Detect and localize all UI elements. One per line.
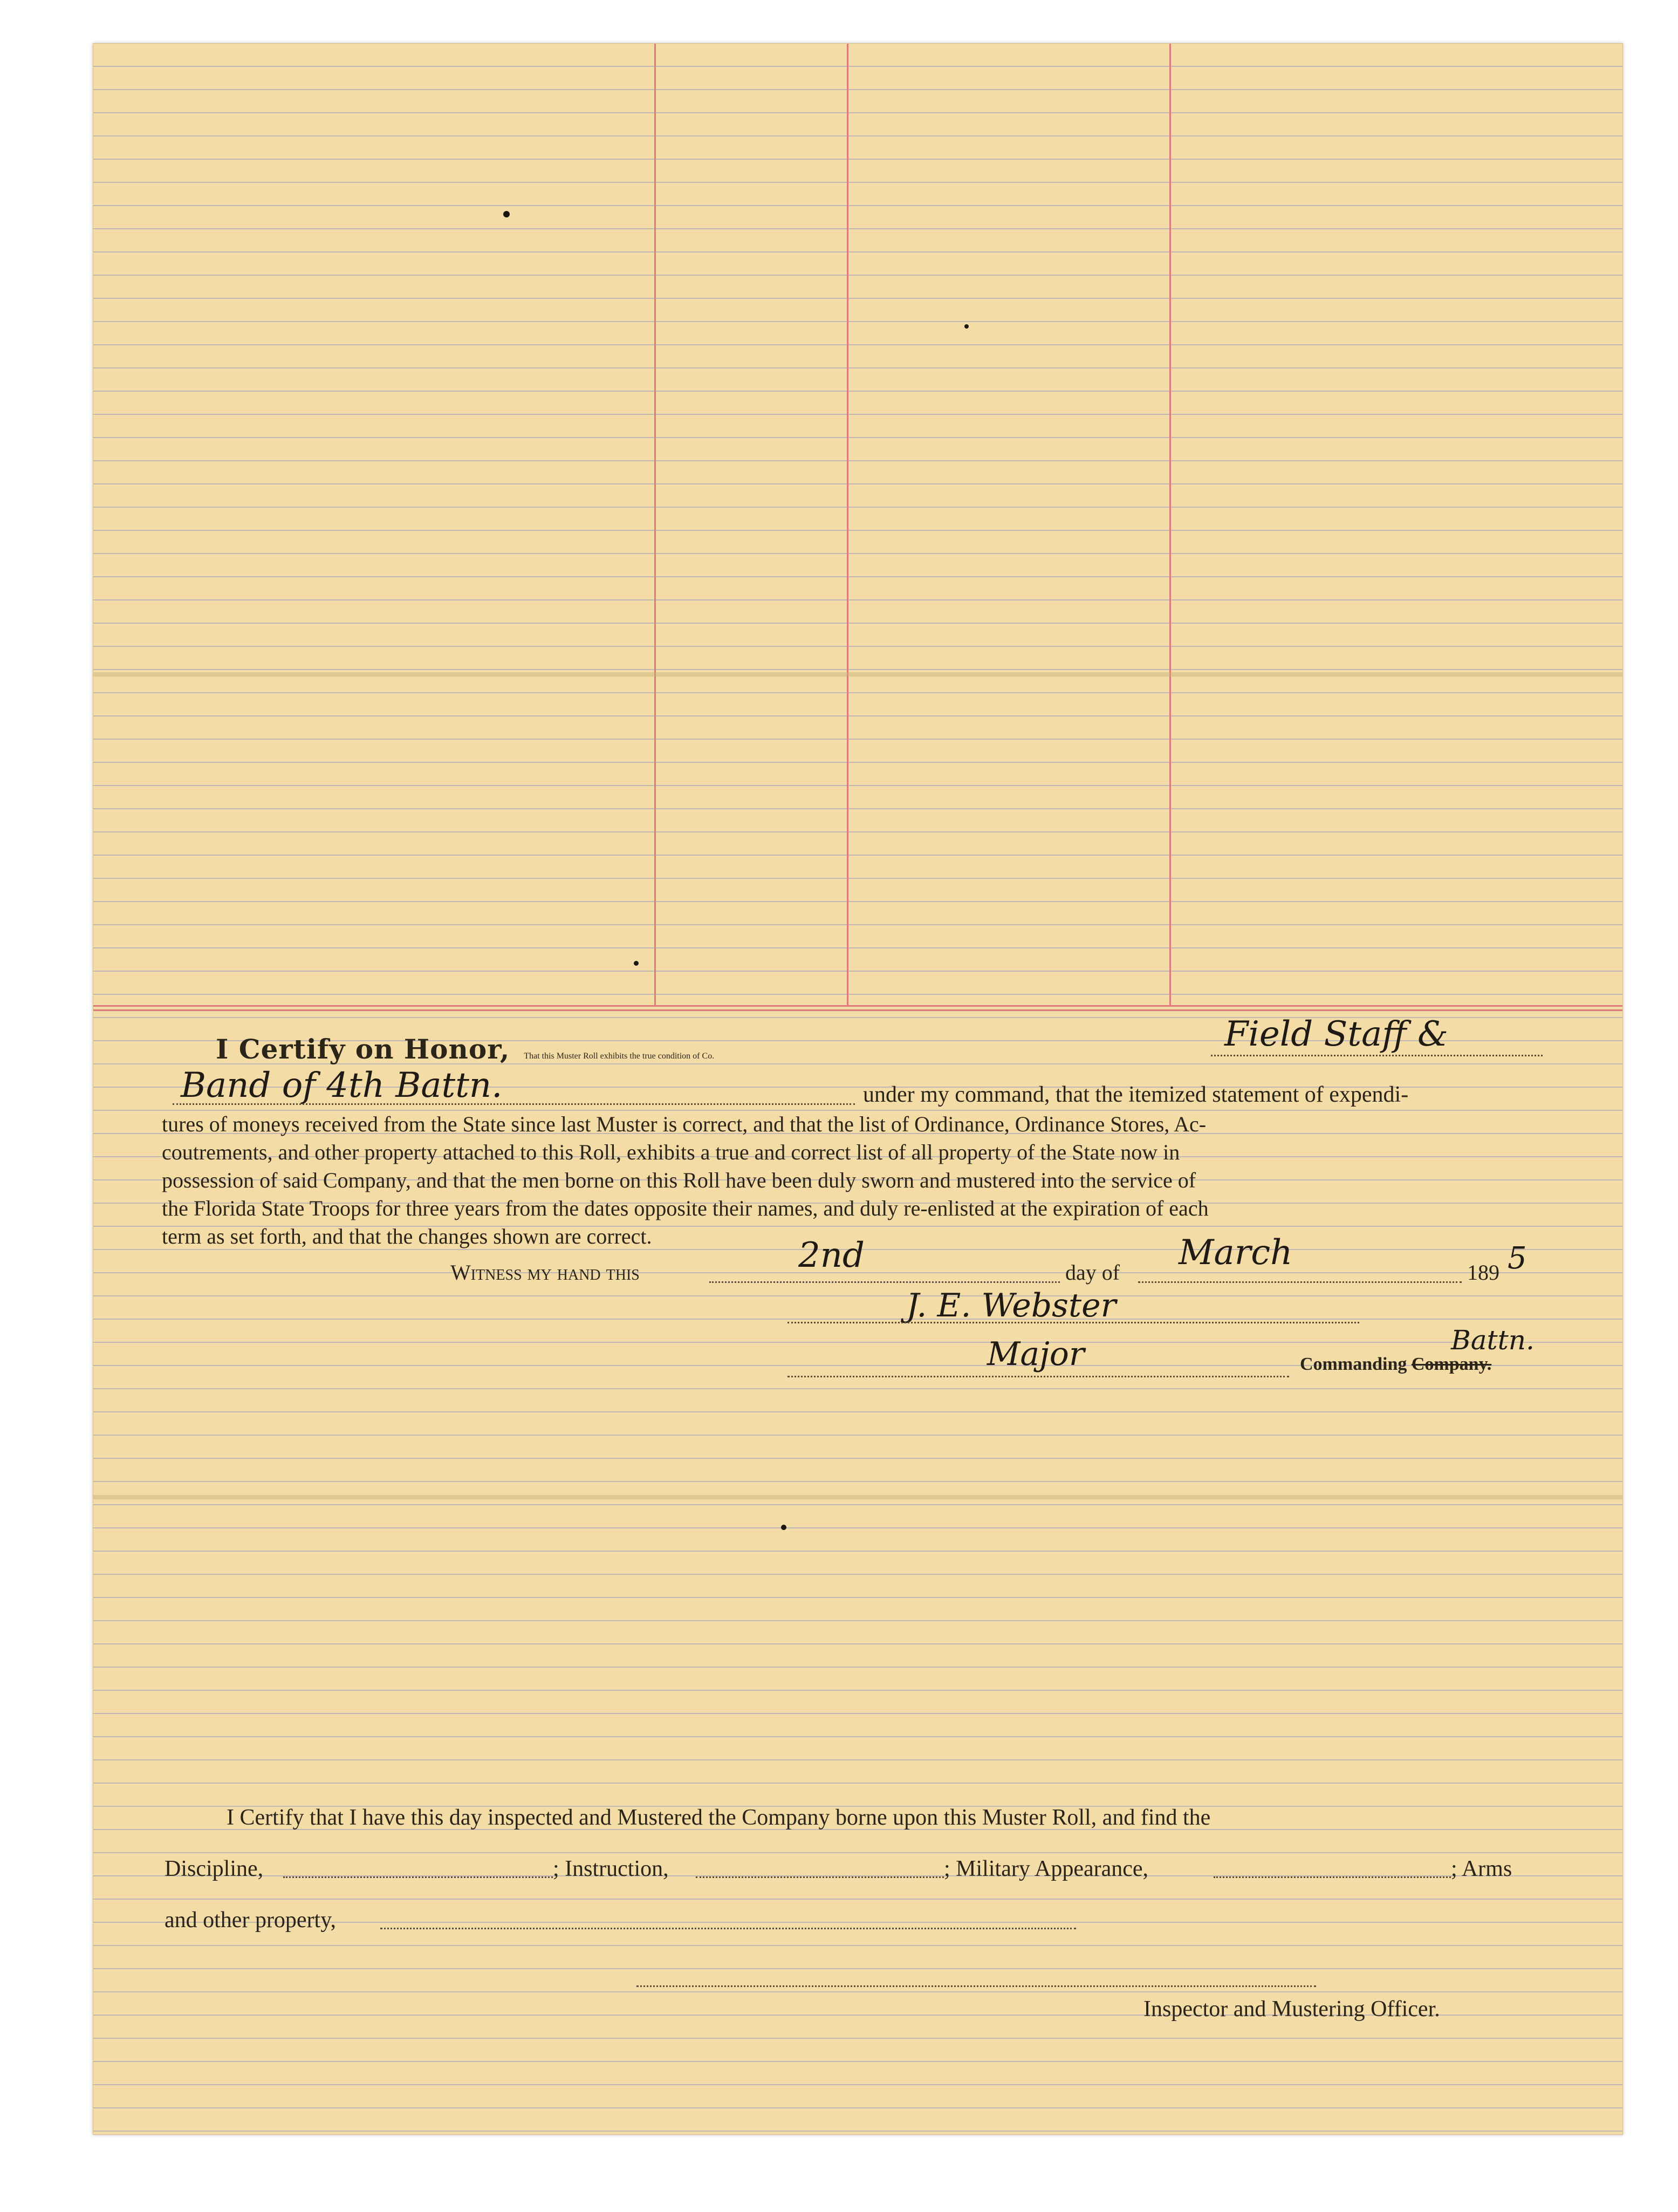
column-rule: [1169, 44, 1171, 1005]
cert-line-5: possession of said Company, and that the men borne on this Roll have been duly sworn and mustered into the service of: [162, 1168, 1196, 1192]
signature-line: [787, 1322, 1359, 1323]
property-label: and other property,: [165, 1908, 336, 1933]
commanding-text: [1300, 1354, 1491, 1375]
cert-line-7: term as set forth, and that the changes shown are correct.: [162, 1224, 652, 1248]
cert-text: That this Muster Roll exhibits the true condition of: [524, 1052, 700, 1061]
signature-rank: Major: [987, 1335, 1085, 1373]
year-printed: 189: [1467, 1260, 1499, 1285]
column-rule: [847, 44, 848, 1005]
discipline-fill: [283, 1876, 553, 1878]
discipline-label: Discipline,: [165, 1856, 264, 1881]
ink-dot: [781, 1525, 786, 1530]
officer-signature-line: [636, 1985, 1316, 1987]
paper-fold: [93, 672, 1622, 677]
cert-line-4: coutrements, and other property attached to this Roll, exhibits a true and correct list of all property of the State now in: [162, 1140, 1180, 1164]
ink-dot: [503, 211, 510, 217]
unit-handwritten: Band of 4th Battn.: [181, 1066, 503, 1105]
rank-line: [787, 1376, 1289, 1377]
ink-dot: [634, 961, 639, 966]
cert-line-6: the Florida State Troops for three years from the dates opposite their names, and duly re-enlisted at the expiration of each: [162, 1196, 1209, 1220]
day-fill-line: [709, 1281, 1060, 1283]
cert-heading: I Certify on Honor,: [216, 1033, 510, 1065]
inspection-line-1: I Certify that I have this day inspected and Mustered the Company borne upon this Muster Roll, and find the: [227, 1805, 1211, 1830]
signature-name: J. E. Webster: [906, 1287, 1117, 1325]
column-rule: [654, 44, 656, 1005]
day-handwritten: 2nd: [798, 1235, 865, 1275]
cert-line-2: under my command, that the itemized statement of expendi-: [863, 1082, 1409, 1107]
appearance-label: ; Military Appearance,: [944, 1856, 1149, 1881]
co-fill-line: [1211, 1055, 1543, 1056]
officer-label: Inspector and Mustering Officer.: [1143, 1997, 1440, 2022]
month-fill-line: [1138, 1281, 1462, 1283]
cert-line-3: tures of moneys received from the State since last Muster is correct, and that the list of Ordinance, Ordinance Stores, Ac-: [162, 1112, 1207, 1136]
witness-label: Witness my hand this: [450, 1260, 640, 1285]
month-handwritten: March: [1179, 1233, 1293, 1273]
appearance-fill: [1214, 1876, 1451, 1878]
unit-fill-line: [173, 1103, 855, 1105]
year-handwritten: 5: [1508, 1241, 1527, 1276]
battn-handwritten: Battn.: [1451, 1325, 1535, 1356]
ink-dot: [964, 324, 969, 329]
cert-line-1: [216, 1033, 714, 1065]
instruction-fill: [696, 1876, 944, 1878]
paper-fold: [93, 1495, 1622, 1499]
co-label: Co.: [702, 1052, 715, 1061]
property-fill: [380, 1928, 1076, 1929]
day-of-label: day of: [1065, 1260, 1120, 1285]
arms-label: ; Arms: [1451, 1856, 1512, 1881]
section-rule: [93, 1009, 1622, 1011]
section-rule: [93, 1005, 1622, 1007]
instruction-label: ; Instruction,: [553, 1856, 669, 1881]
co-handwritten: Field Staff &: [1224, 1014, 1448, 1054]
company-struck: Company.: [1411, 1354, 1492, 1374]
commanding-label: Commanding: [1300, 1354, 1407, 1374]
